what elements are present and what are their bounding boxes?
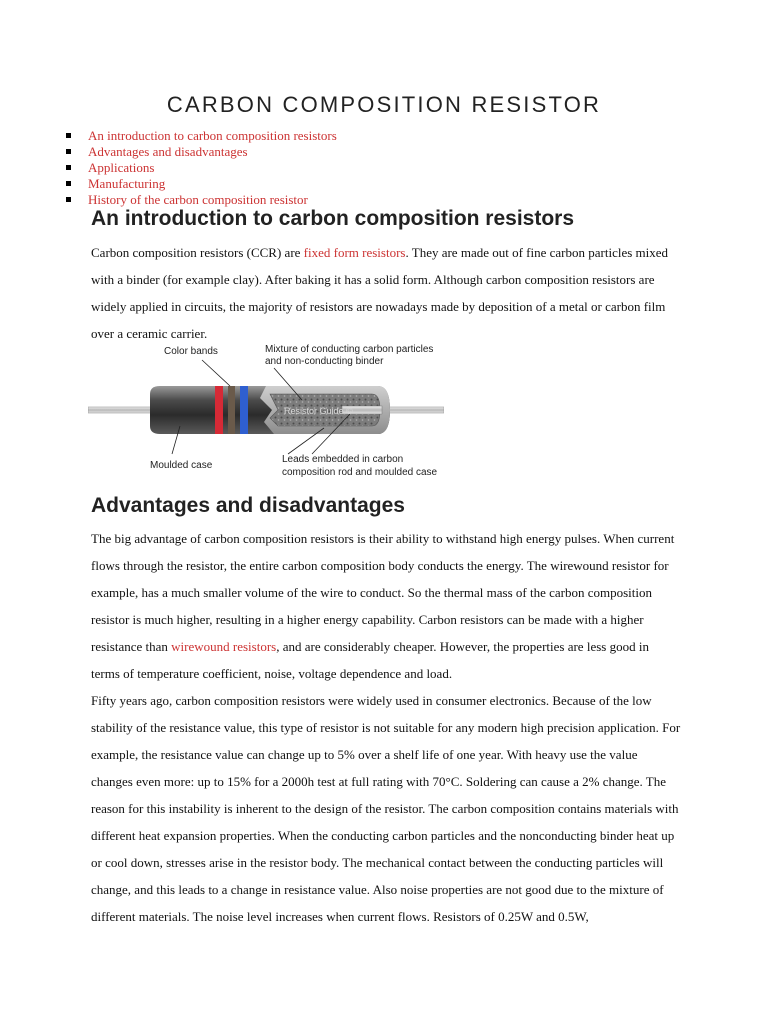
- color-band-2: [228, 386, 235, 434]
- toc-item-history[interactable]: [66, 192, 337, 208]
- intro-paragraph: [91, 239, 681, 347]
- leader-line-color-bands: [202, 360, 230, 386]
- fixed-form-resistors-link[interactable]: fixed form resistors: [303, 245, 406, 260]
- bullet-icon: [66, 165, 71, 170]
- advantages-heading: Advantages and disadvantages: [91, 494, 405, 517]
- advantages-paragraph-2: Fifty years ago, carbon composition resistors were widely used in consumer electronics. Because of the low stability of the resistance value, this type of resistor is not suitable for any modern high precision application. For example, the resistance value can change up to 5% over a shelf life of one year. With heavy use the value changes even more: up to 15% for a 2000h test at full rating with 70°C. Soldering can cause a 2% change. The reason for this instability is inherent to the design of the resistor. The carbon composition contains materials with different heat expansion properties. When the conducting carbon particles and the nonconducting binder heat up or cool down, stresses arise in the resistor body. The mechanical contact between the conducting particles will change, and this leads to a change in resistance value. Also noise properties are not good due to the mixture of different materials. The noise level increases when current flows. Resistors of 0.25W and 0.5W,: [91, 693, 681, 924]
- label-leads-line1: Leads embedded in carbon: [282, 454, 404, 465]
- watermark-text: Resistor Guide ©: [284, 406, 353, 416]
- toc-link-manufacturing[interactable]: Manufacturing: [88, 176, 166, 191]
- intro-text-end: . They are made out of fine carbon particles mixed with a binder (for example clay). After baking it has a solid form. Although carbon composition resistors are widely applied in circuits, the majority of resistors are nowadays made by deposition of a metal or carbon film over a ceramic carrier.: [91, 245, 669, 341]
- toc-link-advantages[interactable]: Advantages and disadvantages: [88, 144, 248, 159]
- left-lead: [88, 407, 158, 413]
- toc-item-introduction[interactable]: [66, 128, 337, 144]
- bullet-icon: [66, 133, 71, 138]
- intro-heading: An introduction to carbon composition resistors: [91, 207, 575, 230]
- toc-link-history[interactable]: History of the carbon composition resistor: [88, 192, 308, 207]
- color-band-3: [240, 386, 248, 434]
- toc-item-advantages[interactable]: [66, 144, 337, 160]
- toc-link-introduction[interactable]: An introduction to carbon composition resistors: [88, 128, 337, 143]
- advantages-paragraph-1: [91, 525, 681, 687]
- wirewound-resistors-link[interactable]: wirewound resistors: [171, 639, 277, 654]
- table-of-contents: [66, 128, 337, 208]
- bullet-icon: [66, 181, 71, 186]
- label-mixture-line2: and non-conducting binder: [265, 356, 384, 367]
- color-band-1: [215, 386, 223, 434]
- label-color-bands: Color bands: [164, 346, 218, 357]
- page-title: CARBON COMPOSITION RESISTOR: [166, 92, 602, 117]
- advantages-text-end: , and are considerably cheaper. However, the properties are less good in terms of temperature coefficient, noise, voltage dependence and load.: [91, 639, 649, 681]
- intro-text-start: Carbon composition resistors (CCR) are: [91, 245, 304, 260]
- toc-item-applications[interactable]: [66, 160, 337, 176]
- toc-item-manufacturing[interactable]: [66, 176, 337, 192]
- label-leads-line2: composition rod and moulded case: [282, 467, 438, 478]
- advantages-text-start: The big advantage of carbon composition resistors is their ability to withstand high energy pulses. When current flows through the resistor, the entire carbon composition body conducts the energy. The wirewound resistor for example, has a much smaller volume of the wire to conduct. So the thermal mass of the carbon composition resistor is much higher, resulting in a higher energy capability. Carbon resistors can be made with a higher resistance than: [91, 531, 675, 654]
- resistor-diagram: [88, 338, 444, 484]
- toc-link-applications[interactable]: Applications: [88, 160, 155, 175]
- label-mixture-line1: Mixture of conducting carbon particles: [265, 344, 434, 355]
- bullet-icon: [66, 149, 71, 154]
- bullet-icon: [66, 197, 71, 202]
- label-moulded-case: Moulded case: [150, 460, 213, 471]
